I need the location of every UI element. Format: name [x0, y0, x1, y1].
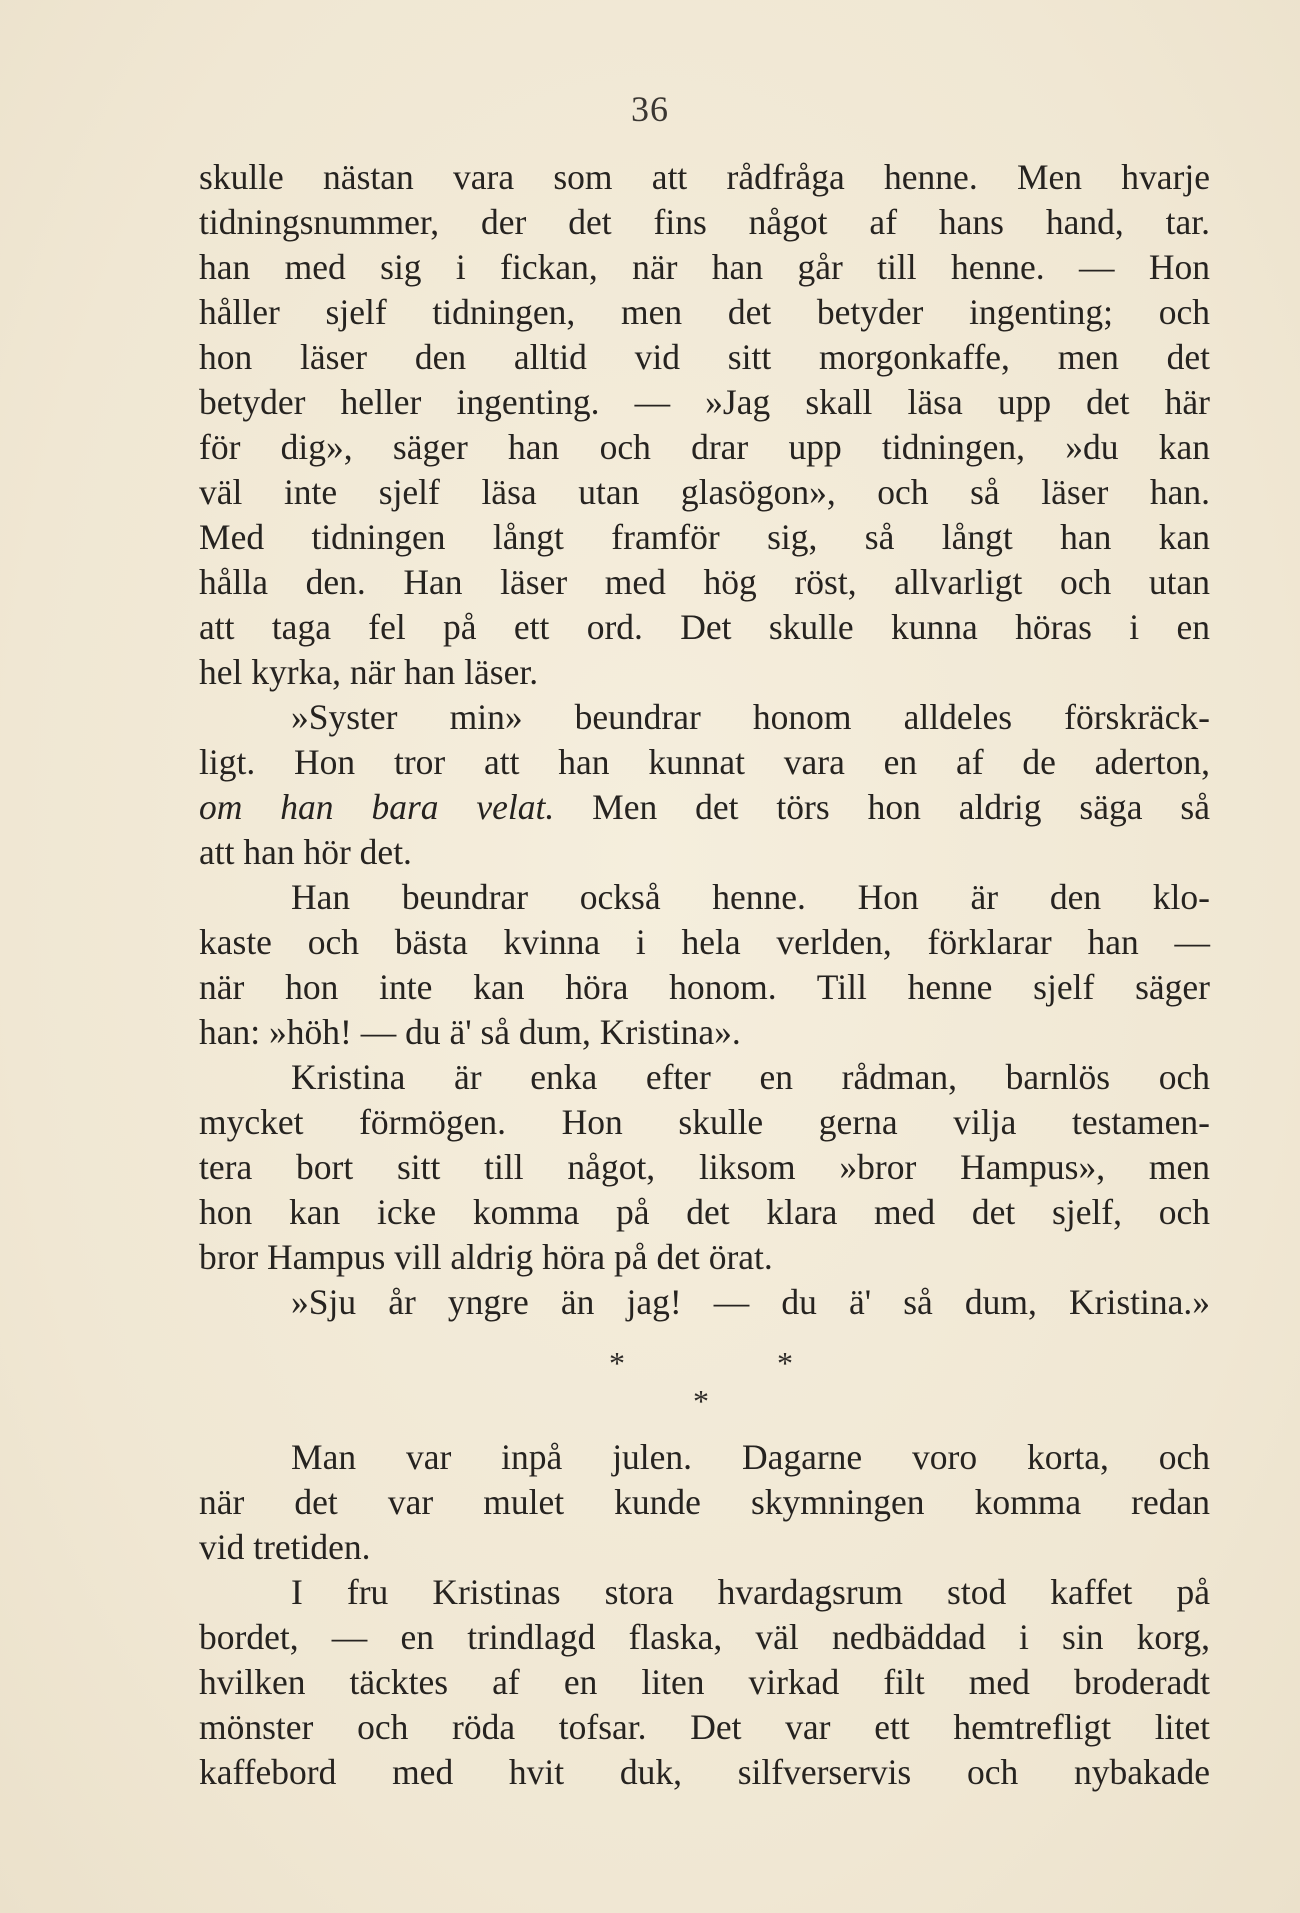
text-line: att han hör det.	[199, 832, 412, 872]
text-line-with-italic	[199, 785, 1210, 830]
text-line: »Sju år yngre än jag! — du ä' så dum, Kristina.»	[291, 1282, 1210, 1322]
body-text	[199, 155, 1210, 1795]
italic-phrase: om han bara velat.	[199, 787, 555, 827]
text-line: mönster och röda tofsar. Det var ett hemtrefligt litet	[199, 1707, 1210, 1747]
text-line: »Syster min» beundrar honom alldeles förskräck-	[291, 697, 1210, 737]
text-line: I fru Kristinas stora hvardagsrum stod kaffet på	[291, 1572, 1210, 1612]
page-number: 36	[631, 89, 669, 129]
asterism-star: *	[777, 1345, 793, 1381]
text-line: väl inte sjelf läsa utan glasögon», och så läser han.	[199, 472, 1210, 512]
text-line: kaffebord med hvit duk, silfverservis och nybakade	[199, 1752, 1210, 1792]
text-line: hon läser den alltid vid sitt morgonkaffe, men det	[199, 337, 1210, 377]
text-line: när hon inte kan höra honom. Till henne sjelf säger	[199, 967, 1210, 1007]
text-line: Man var inpå julen. Dagarne voro korta, och	[291, 1437, 1210, 1477]
text-line: mycket förmögen. Hon skulle gerna vilja testamen-	[199, 1102, 1210, 1142]
text-line: han: »höh! — du ä' så dum, Kristina».	[199, 1012, 741, 1052]
text-line: hvilken täcktes af en liten virkad filt med broderadt	[199, 1662, 1210, 1702]
text-line: för dig», säger han och drar upp tidningen, »du kan	[199, 427, 1210, 467]
text-line: hon kan icke komma på det klara med det sjelf, och	[199, 1192, 1210, 1232]
asterism-star: *	[609, 1345, 625, 1381]
section-separator	[199, 1325, 1210, 1435]
text-line: tidningsnummer, der det fins något af hans hand, tar.	[199, 202, 1210, 242]
text-line: att taga fel på ett ord. Det skulle kunna höras i en	[199, 607, 1210, 647]
text-line: vid tretiden.	[199, 1527, 371, 1567]
text-line: betyder heller ingenting. — »Jag skall läsa upp det här	[199, 382, 1210, 422]
text-line: skulle nästan vara som att rådfråga henne. Men hvarje	[199, 157, 1210, 197]
text-line: ligt. Hon tror att han kunnat vara en af de aderton,	[199, 742, 1210, 782]
text-line: kaste och bästa kvinna i hela verlden, förklarar han —	[199, 922, 1210, 962]
text-line: Han beundrar också henne. Hon är den klo-	[291, 877, 1210, 917]
text-line: hålla den. Han läser med hög röst, allvarligt och utan	[199, 562, 1210, 602]
asterism-star: *	[693, 1383, 709, 1419]
text-line-rest: Men det törs hon aldrig säga så	[554, 787, 1210, 827]
text-line: när det var mulet kunde skymningen komma redan	[199, 1482, 1210, 1522]
text-line: han med sig i fickan, när han går till henne. — Hon	[199, 247, 1210, 287]
text-line: tera bort sitt till något, liksom »bror Hampus», men	[199, 1147, 1210, 1187]
text-line: håller sjelf tidningen, men det betyder ingenting; och	[199, 292, 1210, 332]
text-line: Kristina är enka efter en rådman, barnlös och	[291, 1057, 1210, 1097]
text-line: bordet, — en trindlagd flaska, väl nedbäddad i sin korg,	[199, 1617, 1210, 1657]
text-line: bror Hampus vill aldrig höra på det örat.	[199, 1237, 773, 1277]
text-line: Med tidningen långt framför sig, så långt han kan	[199, 517, 1210, 557]
text-line: hel kyrka, när han läser.	[199, 652, 539, 692]
